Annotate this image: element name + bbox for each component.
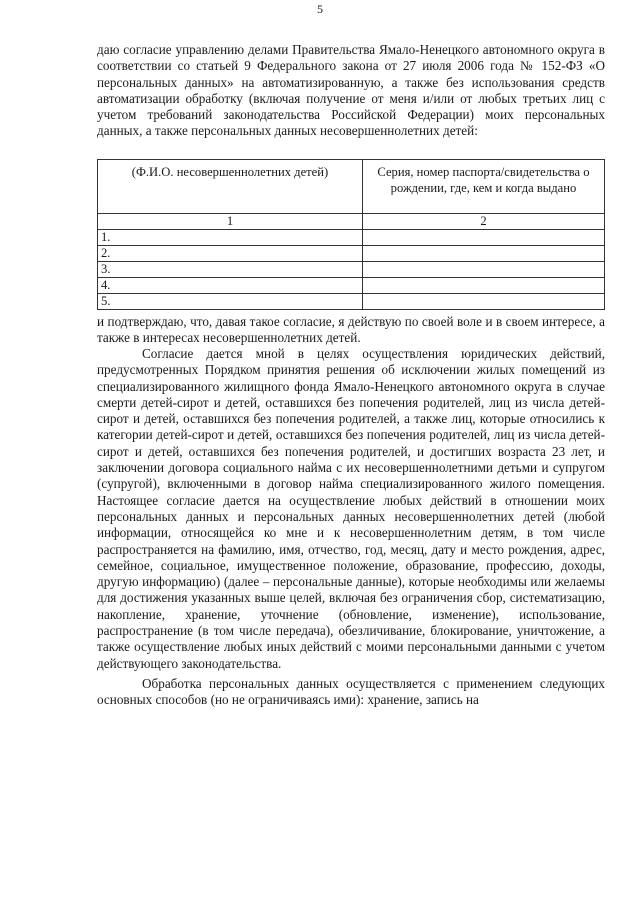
table-header-row: [98, 160, 605, 214]
row-number: 2.: [98, 246, 363, 262]
processing-paragraph: [97, 676, 605, 709]
row-empty-cell: [363, 278, 605, 294]
table-row: [98, 294, 605, 310]
row-empty-cell: [363, 230, 605, 246]
consent-text: даю согласие управлению делами Правительства Ямало-Ненецкого автономного округа в соответствии со статьей 9 Федерального закона от 27 июля 2006 года № 152-ФЗ «О персональных данных» на автоматизированную, а также без использования средств автоматизации обработку (включая получение от меня и/или от любых третьих лиц с учетом требований законодательства Российской Федерации) моих персональных данных, а также персональных данных несовершеннолетних детей:: [97, 42, 605, 139]
table-row: [98, 246, 605, 262]
page-number: 5: [317, 2, 323, 16]
purpose-paragraph: [97, 346, 605, 672]
processing-text: Обработка персональных данных осуществляется с применением следующих основных способов (но не ограничиваясь ими): хранение, запись на: [97, 676, 605, 708]
children-table: [97, 159, 605, 310]
consent-paragraph: [97, 42, 605, 140]
header-children-names: (Ф.И.О. несовершеннолетних детей): [98, 160, 363, 214]
column-number-2: 2: [363, 214, 605, 230]
table-row: [98, 230, 605, 246]
header-document-details: Серия, номер паспорта/свидетельства о рождении, где, кем и когда выдано: [363, 160, 605, 214]
table-column-numbers: [98, 214, 605, 230]
row-number: 1.: [98, 230, 363, 246]
row-empty-cell: [363, 294, 605, 310]
row-number: 3.: [98, 262, 363, 278]
row-empty-cell: [363, 262, 605, 278]
row-number: 4.: [98, 278, 363, 294]
table-row: [98, 262, 605, 278]
row-empty-cell: [363, 246, 605, 262]
column-number-1: 1: [98, 214, 363, 230]
row-number: 5.: [98, 294, 363, 310]
table-row: [98, 278, 605, 294]
confirmation-text: и подтверждаю, что, давая такое согласие, я действую по своей воле и в своем интересе, а также в интересах несовершеннолетних детей.: [97, 314, 605, 346]
confirmation-paragraph: [97, 314, 605, 347]
purpose-text: Согласие дается мной в целях осуществления юридических действий, предусмотренных Порядком принятия решения об исключении жилых помещений из специализированного жилищного фонда Ямало-Ненецкого автономного округа в случае смерти детей-сирот и детей, оставшихся без попечения родителей, лиц из числа детей-сирот и детей, оставшихся без попечения родителей, а также лиц, которые относились к категории детей-сирот и детей, оставшихся без попечения родителей, лиц из числа детей-сирот и детей, оставшихся без попечения родителей, и достигших возраста 23 лет, и заключении договора социального найма с их несовершеннолетними детьми и супругом (супругой), включенными в договор найма специализированного жилого помещения. Настоящее согласие дается на осуществление любых действий в отношении моих персональных данных и персональных данных несовершеннолетних детей (любой информации, относящейся ко мне и к несовершеннолетним детям, в том числе распространяется на фамилию, имя, отчество, год, месяц, дату и место рождения, адрес, семейное, социальное, имущественное положение, образование, профессию, доходы, другую информацию) (далее – персональные данные), которые необходимы или желаемы для достижения указанных выше целей, включая без ограничения сбор, систематизацию, накопление, хранение, уточнение (обновление, изменение), использование, распространение (в том числе передача), обезличивание, блокирование, уничтожение, а также осуществление любых иных действий с моими персональными данными с учетом действующего законодательства.: [97, 346, 605, 671]
